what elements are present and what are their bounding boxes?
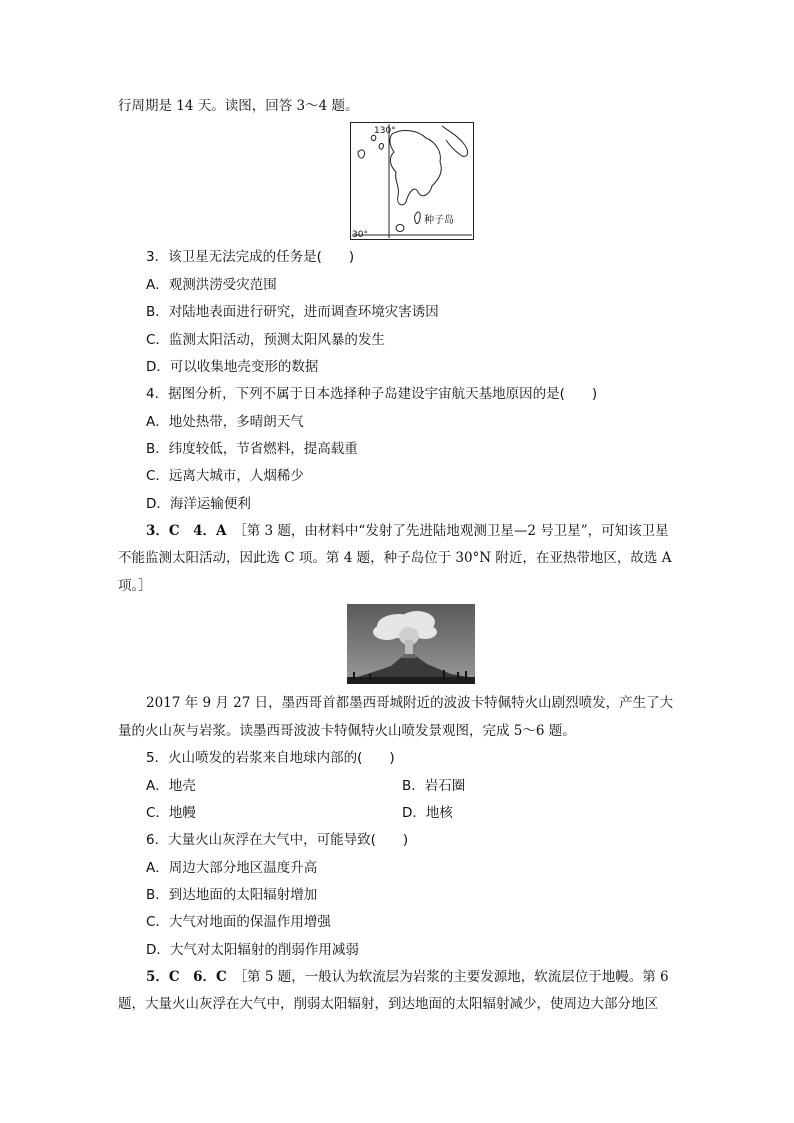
q4-option-c: C．远离大城市，人烟稀少 (146, 468, 304, 484)
q4-option-d: D．海洋运输便利 (146, 496, 251, 512)
answer-line: 题，大量火山灰浮在大气中，削弱太阳辐射，到达地面的太阳辐射减少，使周边大部分地区 (118, 996, 658, 1012)
answer-line: ［第 5 题，一般认为软流层为岩浆的主要发源地，软流层位于地幔。第 6 (240, 969, 669, 985)
answer-line: 项。］ (118, 578, 152, 594)
answer-line: ［第 3 题，由材料中“发射了先进陆地观测卫星—2 号卫星”，可知该卫星 (240, 523, 669, 539)
q6-option-d: D．大气对太阳辐射的削弱作用减弱 (146, 942, 359, 958)
q5-option-c: C．地幔 (146, 805, 196, 821)
q6-option-c: C．大气对地面的保温作用增强 (146, 914, 331, 930)
answer-5-6 (146, 967, 669, 987)
answer-key: 3．C 4．A (146, 523, 227, 539)
lat-label: 30° (352, 230, 368, 240)
japan-map (350, 122, 474, 240)
q5-option-b: B．岩石圈 (402, 778, 466, 794)
answer-line: 不能监测太阳活动，因此选 C 项。第 4 题，种子岛位于 30°N 附近，在亚热带地区，故选 A (118, 550, 672, 566)
island-label: 种子岛 (424, 215, 454, 226)
answer-key: 5．C 6．C (146, 969, 227, 985)
q3-stem: 3．该卫星无法完成的任务是( ) (146, 249, 355, 265)
q5-option-a: A．地壳 (146, 778, 196, 794)
lon-label: 130° (374, 126, 396, 136)
q4-option-b: B．纬度较低，节省燃料，提高载重 (146, 441, 358, 457)
passage-line: 2017 年 9 月 27 日，墨西哥首都墨西哥城附近的波波卡特佩特火山剧烈喷发，产生了大 (146, 695, 674, 711)
q3-option-c: C．监测太阳活动，预测太阳风暴的发生 (146, 332, 385, 348)
q3-option-b: B．对陆地表面进行研究，进而调查环境灾害诱因 (146, 304, 439, 320)
q5-stem: 5．火山喷发的岩浆来自地球内部的( ) (146, 750, 395, 766)
q4-option-a: A．地处热带，多晴朗天气 (146, 414, 304, 430)
japan-map-figure (350, 122, 474, 240)
q4-stem: 4．据图分析，下列不属于日本选择种子岛建设宇宙航天基地原因的是( ) (146, 386, 598, 402)
volcano-image (347, 604, 475, 684)
q5-option-d: D．地核 (402, 805, 453, 821)
volcano-photo (347, 604, 475, 684)
q3-option-d: D．可以收集地壳变形的数据 (146, 359, 319, 375)
q3-option-a: A．观测洪涝受灾范围 (146, 277, 277, 293)
q6-stem: 6．大量火山灰浮在大气中，可能导致( ) (146, 832, 409, 848)
answer-3-4 (146, 521, 669, 541)
q6-option-b: B．到达地面的太阳辐射增加 (146, 887, 318, 903)
q6-option-a: A．周边大部分地区温度升高 (146, 860, 318, 876)
passage-line: 量的火山灰与岩浆。读墨西哥波波卡特佩特火山喷发景观图，完成 5～6 题。 (118, 723, 576, 739)
intro-line: 行周期是 14 天。读图，回答 3～4 题。 (118, 98, 359, 114)
